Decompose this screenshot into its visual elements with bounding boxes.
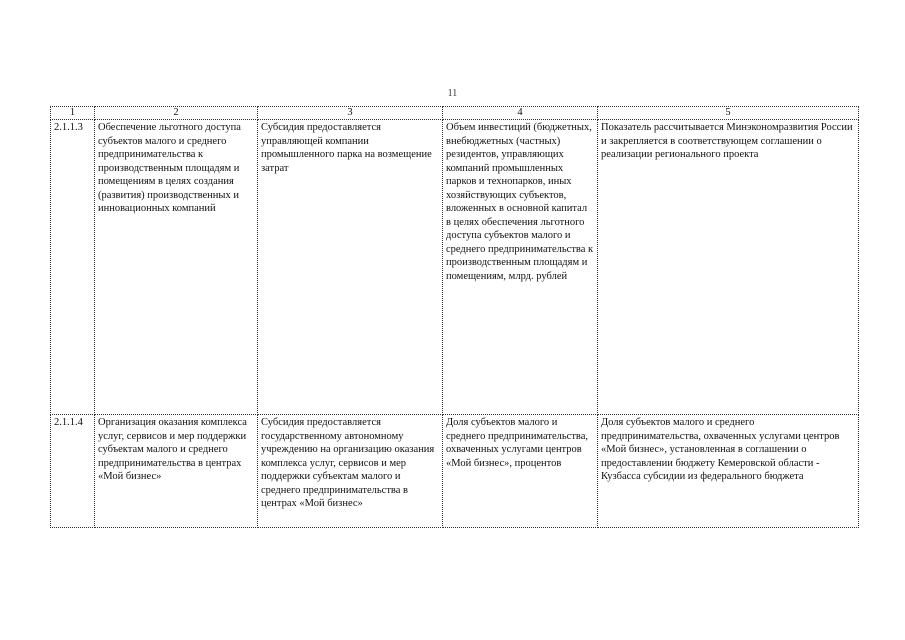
row-indicator: Объем инвестиций (бюджетных, внебюджетных (частных) резидентов, управляющих компаний промышленных парков и технопарков, иных хозяйствующих субъектов, вложенных в основной капитал в целях обеспечения льготного доступа субъектов малого и среднего предпринимательства к производственным площадям и помещениям, млрд. рублей <box>443 120 598 415</box>
row-code: 2.1.1.4 <box>51 415 95 528</box>
table-row <box>51 415 859 528</box>
column-header-1: 1 <box>51 107 95 120</box>
column-header-5: 5 <box>598 107 859 120</box>
page-number: 11 <box>447 88 458 99</box>
column-header-2: 2 <box>95 107 258 120</box>
row-mechanism: Субсидия предоставляется управляющей компании промышленного парка на возмещение затрат <box>258 120 443 415</box>
row-task: Обеспечение льготного доступа субъектов малого и среднего предпринимательства к производственным площадям и помещениям в целях создания (развития) производственных и инновационных компаний <box>95 120 258 415</box>
column-header-3: 3 <box>258 107 443 120</box>
row-indicator: Доля субъектов малого и среднего предпринимательства, охваченных услугами центров «Мой бизнес», процентов <box>443 415 598 528</box>
program-table <box>50 106 859 528</box>
column-header-4: 4 <box>443 107 598 120</box>
row-note: Доля субъектов малого и среднего предпринимательства, охваченных услугами центров «Мой бизнес», установленная в соглашении о предоставлении бюджету Кемеровской области - Кузбасса субсидии из федерального бюджета <box>598 415 859 528</box>
row-code: 2.1.1.3 <box>51 120 95 415</box>
row-task: Организация оказания комплекса услуг, сервисов и мер поддержки субъектам малого и среднего предпринимательства в центрах «Мой бизнес» <box>95 415 258 528</box>
row-mechanism: Субсидия предоставляется государственному автономному учреждению на организацию оказания комплекса услуг, сервисов и мер поддержки субъектам малого и среднего предпринимательства в центрах «Мой бизнес» <box>258 415 443 528</box>
table-row <box>51 120 859 415</box>
header-row <box>51 107 859 120</box>
row-note: Показатель рассчитывается Минэкономразвития России и закрепляется в соответствующем соглашении о реализации регионального проекта <box>598 120 859 415</box>
